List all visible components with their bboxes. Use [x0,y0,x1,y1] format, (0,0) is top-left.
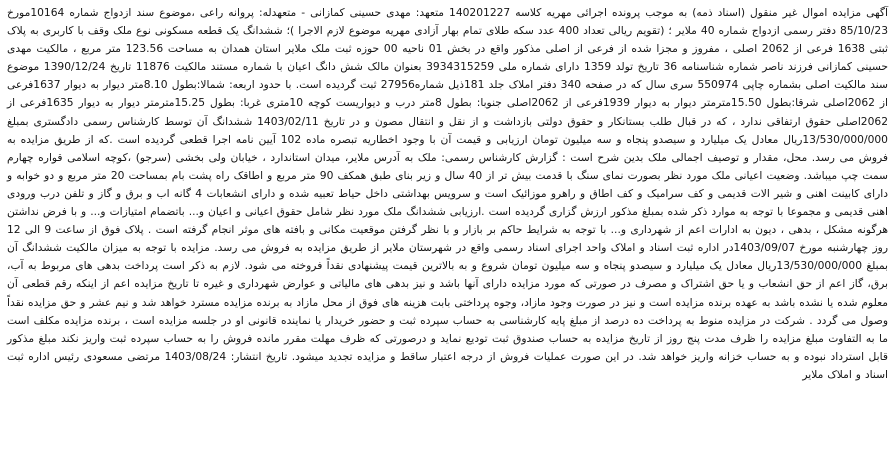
notice-text: آگهی مزایده اموال غیر منقول (اسناد ذمه) به موجب پرونده اجرائی مهریه کلاسه 140201227 متعهد: مهدی حسینی کمازانی - متعهدله: پروانه راعی ،موضوع سند ازدواج شماره 10164مورخ 85/10/23 دفتر رسمی ازدواج شماره 40 ملایر ؛ (تقویم ریالی تعداد 400 عدد سکه طلای تمام بهار آزادی مهریه موضوع لازم الاجرا )؛ ششدانگ یک قطعه مسکونی نوع ملک وقف با کاربری به پلاک ثبتی 1638 فرعی از 2062 اصلی ، مفروز و مجزا شده از فرعی از اصلی مذکور واقع در بخش 01 ناحیه 00 حوزه ثبت ملک ملایر استان همدان به مساحت 123.56 متر مربع ، مالکیت مهدی حسینی کمازانی فرزند ناصر شماره شناسنامه 36 تاریخ تولد 1359 دارای شماره ملی 3934315259 بعنوان مالک شش دانگ اعیان با شماره مستند مالکیت 11876 تاریخ 1390/12/24 موضوع سند مالکیت اصلی بشماره چاپی 550974 سری سال که در صفحه 340 دفتر املاک جلد 181ذیل شماره27956 ثبت گردیده است. با حدود اربعه: شمالا:بطول 8.10متر دیوار به دیوار 1637فرعی از 2062اصلی شرقا:بطول 15.50مترمتر دیوار به دیوار 1939فرعی از 2062اصلی جنوبا: بطول 8متر درب و دیواریست کوچه 10متری غربا: بطول 15.25مترمتر دیوار به دیوار 1635فرعی از 2062اصلی حقوق ارتفاقی ندارد ، که در قبال طلب بستانکار و حقوق دولتی بازداشت و از نقل و انتقال مصون و در تاریخ 1403/02/11 ششدانگ آن توسط کارشناس رسمی دادگستری بمبلغ 13/530/000/000ریال معادل یک میلیارد و سیصدو پنجاه و سه میلیون تومان ارزیابی و قیمت آن با وجود اخطاریه تبصره ماده 102 آیین نامه اجرا قطعی گردیده است .که از طریق مزایده به فروش می رسد. محل، مقدار و توصیف اجمالی ملک بدین شرح است : گزارش کارشناس رسمی: ملک به آدرس ملایر، میدان استاندارد ، خیابان ولی بخشی (سرجو) ،کوچه اسلامی قواره چهارم سمت چپ میباشد. وضعیت اعیانی ملک مورد نظر بصورت نمای سنگ با قدمت بیش تر از 40 سال و زیر بنای طبق همکف 90 متر مربع و اطاقک راه پشت بام بمساحت 20 متر مربع و دو خوابه و دارای کابینت اهنی و شیر الات قدیمی و کف سرامیک و کف اطاق و راهرو موزائیک است و سرویس بهداشتی داخل حیاط تعبیه شده و دارای انشعابات 4 گانه اب و برق و گاز و تلفن درب ورودی اهنی قدیمی و مجموعا با توجه به موارد ذکر شده بمبلغ مذکور ارزش گزاری گردیده است .ارزیابی ششدانگ ملک مورد نظر شامل حقوق اعیانی و اعیان و... باتضمام امتیازات و... و با فرض نداشتن هرگونه مشکل ، بدهی ، دیون به ادارات اعم از شهرداری و... با توجه به شرایط حاکم بر بازار و با نظر گرفتن موقعیت مکانی و بافته های موثر انجام گرفته است . پلاک فوق از ساعت 9 الی 12 روز چهارشنبه مورخ 1403/09/07در اداره ثبت اسناد و املاک واحد اجرای اسناد رسمی واقع در شهرستان ملایر از طریق مزایده به فروش می رسد. مزایده با توجه به میزان مالکیت ششدانگ آن بمبلغ 13/530/000/000ریال معادل یک میلیارد و سیصدو پنجاه و سه میلیون تومان شروع و به بالاترین قیمت پیشنهادی نقداً فروخته می شود. لازم به ذکر است پرداخت بدهی های مربوط به آب، برق، گاز اعم از حق انشعاب و یا حق اشتراک و مصرف در صورتی که مورد مزایده دارای آنها باشد و نیز بدهی های مالیاتی و عوارض شهرداری و غیره تا تاریخ مزایده اعم از اینکه رقم قطعی آن معلوم شده یا نشده باشد به عهده برنده مزایده است و نیز در صورت وجود مازاد، وجوه پرداختی بابت هزینه های فوق از محل مازاد به برنده مزایده مسترد خواهد شد و نیم عشر و حق مزایده نقداً وصول می گردد . شرکت در مزایده منوط به پرداخت ده درصد از مبلغ پایه کارشناسی به حساب سپرده ثبت و حضور خریدار یا نماینده قانونی او در جلسه مزایده است ، برنده مزایده مکلف است ما به التفاوت مبلغ مزایده را ظرف مدت پنج روز از تاریخ مزایده به حساب صندوق ثبت تودیع نماید و درصورتی که ظرف مهلت مقرر مانده فروش را به حساب سپرده ثبت واریز نکند مبلغ مذکور قابل استرداد نبوده و به حساب خزانه واریز خواهد شد. در این صورت عملیات فروش از درجه اعتبار ساقط و مزایده تجدید میشود. تاریخ انتشار: 1403/08/24 مرتضی مسعودی رئیس اداره ثبت اسناد و املاک ملایر [7,6,889,381]
